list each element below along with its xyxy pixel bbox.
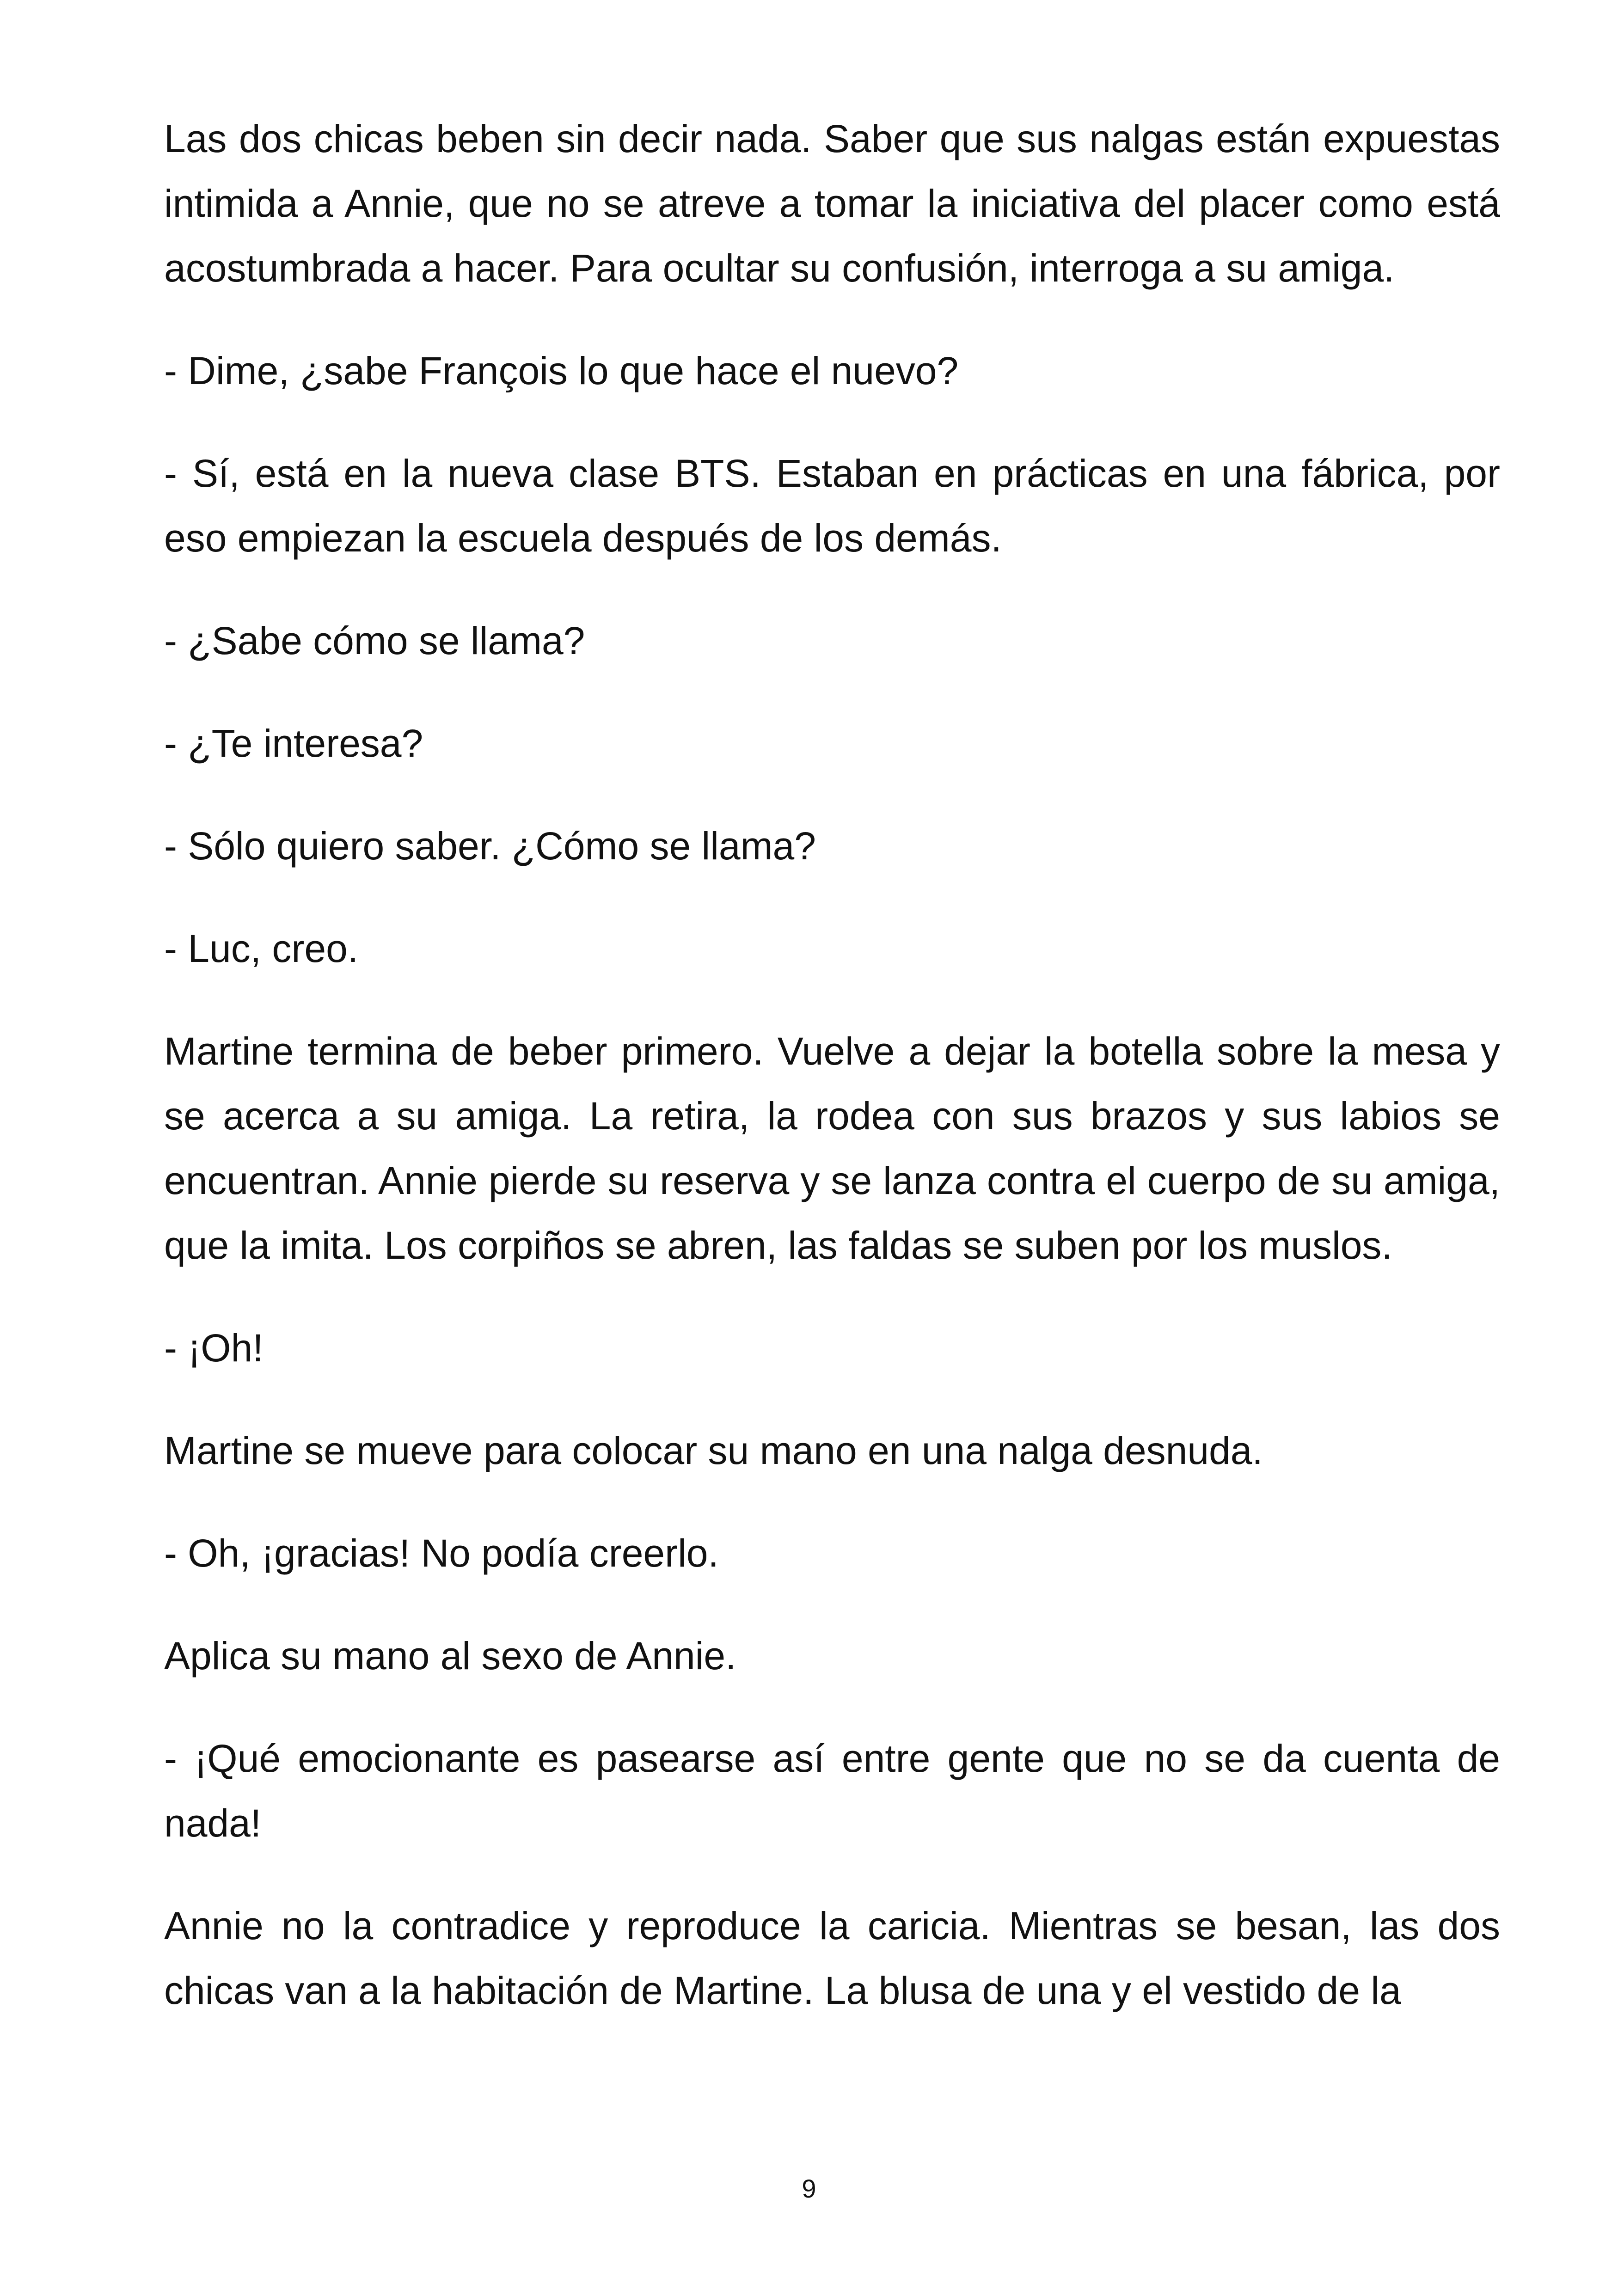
paragraph: - ¡Qué emocionante es pasearse así entre gente que no se da cuenta de nada! bbox=[164, 1737, 1500, 1845]
paragraph: Annie no la contradice y reproduce la caricia. Mientras se besan, las dos chicas van a la habitación de Martine. La blusa de una y el vestido de la bbox=[164, 1904, 1500, 2012]
paragraph: - Sí, está en la nueva clase BTS. Estaban en prácticas en una fábrica, por eso empiezan la escuela después de los demás. bbox=[164, 452, 1500, 560]
paragraph: Las dos chicas beben sin decir nada. Saber que sus nalgas están expuestas intimida a Annie, que no se atreve a tomar la iniciativa del placer como está acostumbrada a hacer. Para ocultar su confusión, interroga a su amiga. bbox=[164, 117, 1500, 290]
page-number: 9 bbox=[802, 2174, 816, 2203]
paragraph: - Sólo quiero saber. ¿Cómo se llama? bbox=[164, 824, 816, 868]
paragraph: Martine termina de beber primero. Vuelve a dejar la botella sobre la mesa y se acerca a su amiga. La retira, la rodea con sus brazos y sus labios se encuentran. Annie pierde su reserva y se lanza contra el cuerpo de su amiga, que la imita. Los corpiños se abren, las faldas se suben por los muslos. bbox=[164, 1029, 1500, 1267]
paragraph: - ¿Sabe cómo se llama? bbox=[164, 619, 585, 662]
paragraph: - ¿Te interesa? bbox=[164, 722, 423, 765]
paragraph: - ¡Oh! bbox=[164, 1326, 264, 1370]
paragraph: - Oh, ¡gracias! No podía creerlo. bbox=[164, 1531, 719, 1575]
body-text bbox=[164, 106, 1500, 2061]
paragraph: Martine se mueve para colocar su mano en una nalga desnuda. bbox=[164, 1429, 1263, 1472]
paragraph: - Dime, ¿sabe François lo que hace el nuevo? bbox=[164, 349, 959, 392]
paragraph: Aplica su mano al sexo de Annie. bbox=[164, 1634, 736, 1678]
paragraph: - Luc, creo. bbox=[164, 927, 359, 970]
